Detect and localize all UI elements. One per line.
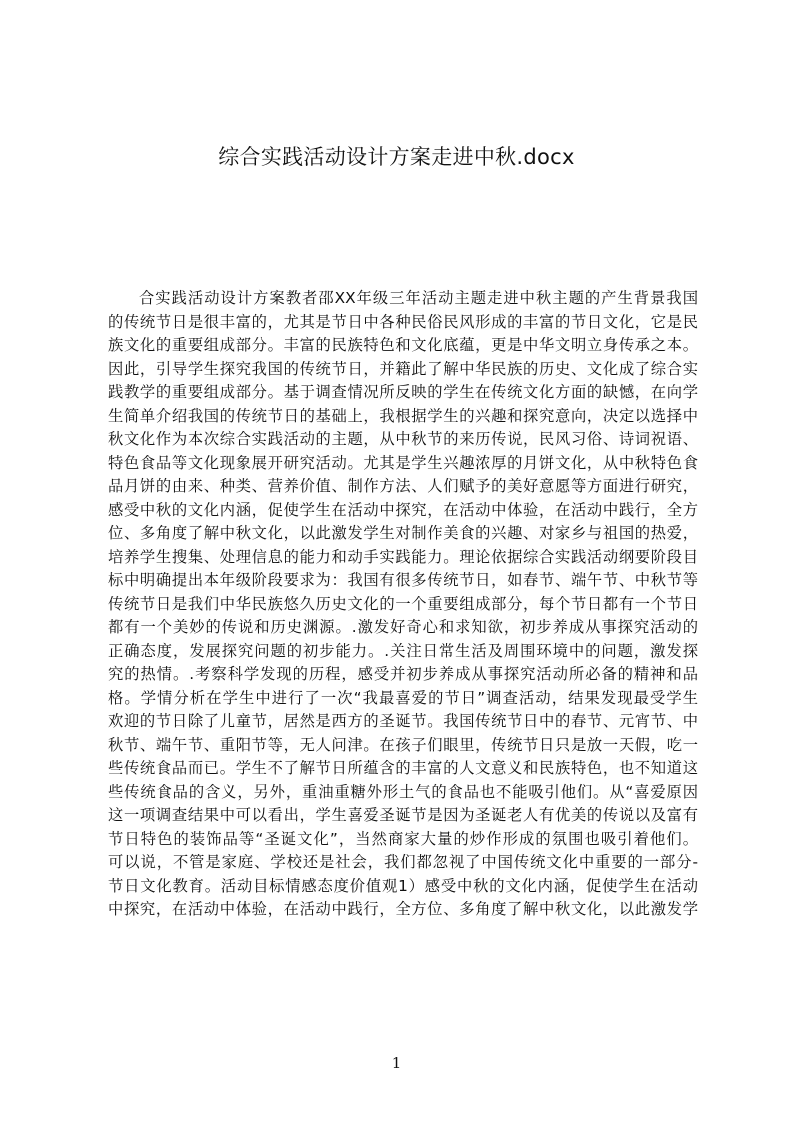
page-number: 1 — [391, 1054, 402, 1072]
body-line: 位、多角度了解中秋文化，以此激发学生对制作美食的兴趣、对家乡与祖国的热爱， — [108, 524, 698, 542]
body-line: 中探究，在活动中体验，在活动中践行，全方位、多角度了解中秋文化，以此激发学 — [108, 900, 698, 918]
body-line: 因此，引导学生探究我国的传统节日，并籍此了解中华民族的历史、文化成了综合实 — [108, 359, 698, 378]
document-title: 综合实践活动设计方案走进中秋.docx — [218, 145, 575, 169]
body-line: 欢迎的节日除了儿童节，居然是西方的圣诞节。我国传统节日中的春节、元宵节、中 — [108, 712, 698, 730]
body-line: 可以说，不管是家庭、学校还是社会，我们都忽视了中国传统文化中重要的一部分- — [108, 853, 698, 871]
body-line: 这一项调查结果中可以看出，学生喜爱圣诞节是因为圣诞老人有优美的传说以及富有 — [108, 806, 698, 824]
body-line: 特色食品等文化现象展开研究活动。尤其是学生兴趣浓厚的月饼文化，从中秋特色食 — [108, 453, 698, 472]
body-line: 生简单介绍我国的传统节日的基础上，我根据学生的兴趣和探究意向，决定以选择中 — [108, 406, 698, 425]
document-body — [108, 287, 698, 922]
body-line: 节日文化教育。活动目标情感态度价值观1）感受中秋的文化内涵，促使学生在活动 — [108, 876, 698, 895]
body-line: 秋文化作为本次综合实践活动的主题，从中秋节的来历传说，民风习俗、诗词祝语、 — [108, 430, 698, 448]
body-line: 些传统食品而已。学生不了解节日所蕴含的丰富的人文意义和民族特色，也不知道这 — [108, 759, 698, 777]
body-line: 究的热情。.考察科学发现的历程，感受并初步养成从事探究活动所必备的精神和品 — [108, 665, 698, 683]
body-line: 秋节、端午节、重阳节等，无人问津。在孩子们眼里，传统节日只是放一天假，吃一 — [108, 735, 698, 754]
body-line: 族文化的重要组成部分。丰富的民族特色和文化底蕴，更是中华文明立身传承之本。 — [108, 336, 698, 354]
body-line: 的传统节日是很丰富的，尤其是节日中各种民俗民风形成的丰富的节日文化，它是民 — [108, 312, 698, 331]
body-line: 正确态度，发展探究问题的初步能力。.关注日常生活及周围环境中的问题，激发探 — [108, 641, 698, 660]
body-line: 格。学情分析在学生中进行了一次“我最喜爱的节日”调查活动，结果发现最受学生 — [108, 688, 698, 707]
body-line: 感受中秋的文化内涵，促使学生在活动中探究，在活动中体验，在活动中践行，全方 — [108, 500, 698, 519]
body-line: 品月饼的由来、种类、营养价值、制作方法、人们赋予的美好意愿等方面进行研究， — [108, 477, 698, 495]
body-line: 合实践活动设计方案教者邵XX年级三年活动主题走进中秋主题的产生背景我国 — [139, 289, 698, 307]
body-line: 传统节日是我们中华民族悠久历史文化的一个重要组成部分，每个节日都有一个节日 — [108, 594, 698, 613]
body-line: 标中明确提出本年级阶段要求为：我国有很多传统节日，如春节、端午节、中秋节等 — [108, 571, 698, 589]
body-line: 培养学生搜集、处理信息的能力和动手实践能力。理论依据综合实践活动纲要阶段目 — [108, 547, 698, 566]
body-line: 节日特色的装饰品等“圣诞文化”，当然商家大量的炒作形成的氛围也吸引着他们。 — [108, 829, 698, 848]
body-line: 都有一个美妙的传说和历史渊源。.激发好奇心和求知欲，初步养成从事探究活动的 — [108, 618, 698, 636]
body-line: 践教学的重要组成部分。基于调查情况所反映的学生在传统文化方面的缺憾，在向学 — [108, 383, 698, 401]
body-line: 些传统食品的含义，另外，重油重糖外形土气的食品也不能吸引他们。从“喜爱原因 — [108, 782, 698, 801]
